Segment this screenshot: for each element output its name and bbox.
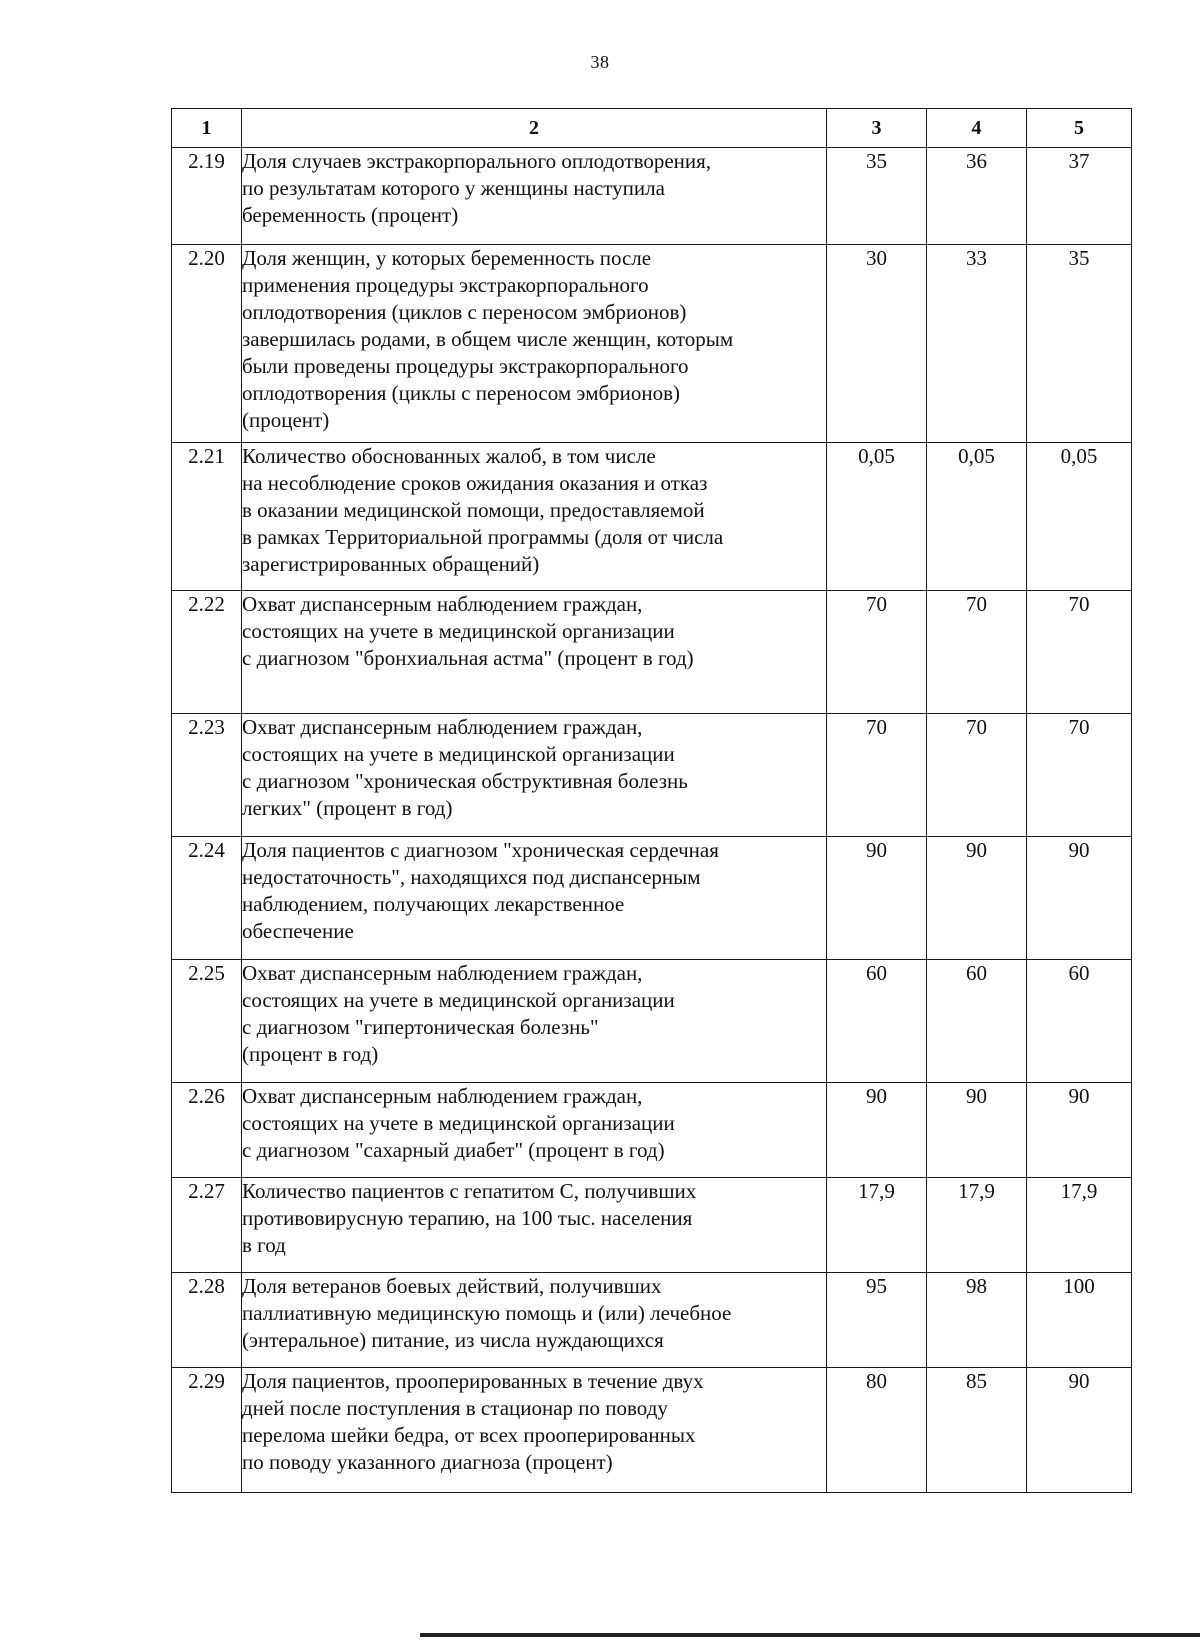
value-col-4: 90	[927, 837, 1027, 960]
description-line: Доля женщин, у которых беременность после	[242, 246, 652, 270]
value-col-3: 0,05	[827, 443, 927, 591]
row-number: 2.27	[172, 1178, 242, 1273]
description-line: противовирусную терапию, на 100 тыс. населения	[242, 1206, 693, 1230]
description-line: состоящих на учете в медицинской организации	[242, 619, 675, 643]
value-col-3: 70	[827, 714, 927, 837]
table-row	[172, 1178, 1132, 1273]
table-row	[172, 1083, 1132, 1178]
row-number: 2.26	[172, 1083, 242, 1178]
description-line: Охват диспансерным наблюдением граждан,	[242, 715, 643, 739]
indicator-description	[242, 148, 827, 245]
description-line: Охват диспансерным наблюдением граждан,	[242, 592, 643, 616]
value-col-3: 80	[827, 1368, 927, 1493]
table-row	[172, 443, 1132, 591]
description-line: Количество обоснованных жалоб, в том числе	[242, 444, 656, 468]
table-header	[172, 109, 1132, 148]
description-line: (энтеральное) питание, из числа нуждающихся	[242, 1328, 664, 1352]
value-col-5: 70	[1027, 714, 1132, 837]
row-number: 2.25	[172, 960, 242, 1083]
description-line: Охват диспансерным наблюдением граждан,	[242, 1084, 643, 1108]
description-line: недостаточность", находящихся под диспансерным	[242, 865, 701, 889]
value-col-5: 90	[1027, 837, 1132, 960]
description-line: завершилась родами, в общем числе женщин, которым	[242, 327, 734, 351]
description-line: с диагнозом "сахарный диабет" (процент в год)	[242, 1138, 665, 1162]
indicator-description	[242, 714, 827, 837]
row-number: 2.19	[172, 148, 242, 245]
indicator-description	[242, 245, 827, 443]
indicator-description	[242, 1368, 827, 1493]
description-line: наблюдением, получающих лекарственное	[242, 892, 625, 916]
value-col-4: 90	[927, 1083, 1027, 1178]
description-line: Охват диспансерным наблюдением граждан,	[242, 961, 643, 985]
table-body	[172, 148, 1132, 1493]
description-line: в оказании медицинской помощи, предоставляемой	[242, 498, 705, 522]
description-line: с диагнозом "бронхиальная астма" (процент в год)	[242, 646, 694, 670]
value-col-5: 100	[1027, 1273, 1132, 1368]
description-line: дней после поступления в стационар по поводу	[242, 1396, 668, 1420]
page-number: 38	[590, 52, 610, 72]
value-col-3: 60	[827, 960, 927, 1083]
value-col-3: 90	[827, 837, 927, 960]
value-col-4: 98	[927, 1273, 1027, 1368]
value-col-4: 85	[927, 1368, 1027, 1493]
description-line: по результатам которого у женщины наступила	[242, 176, 665, 200]
value-col-3: 30	[827, 245, 927, 443]
indicator-description	[242, 837, 827, 960]
row-number: 2.29	[172, 1368, 242, 1493]
table-row	[172, 960, 1132, 1083]
indicators-table	[171, 108, 1132, 1493]
value-col-3: 35	[827, 148, 927, 245]
description-line: беременность (процент)	[242, 203, 459, 227]
description-line: с диагнозом "хроническая обструктивная болезнь	[242, 769, 688, 793]
scan-edge-line	[420, 1633, 1200, 1637]
description-line: Доля случаев экстракорпорального оплодотворения,	[242, 149, 712, 173]
value-col-5: 0,05	[1027, 443, 1132, 591]
description-line: в рамках Территориальной программы (доля от числа	[242, 525, 724, 549]
header-col-1: 1	[172, 109, 242, 148]
indicator-description	[242, 1083, 827, 1178]
table-row	[172, 148, 1132, 245]
description-line: состоящих на учете в медицинской организации	[242, 1111, 675, 1135]
table-row	[172, 837, 1132, 960]
description-line: состоящих на учете в медицинской организации	[242, 988, 675, 1012]
row-number: 2.22	[172, 591, 242, 714]
description-line: в год	[242, 1233, 286, 1257]
value-col-3: 90	[827, 1083, 927, 1178]
table-row	[172, 1368, 1132, 1493]
value-col-4: 17,9	[927, 1178, 1027, 1273]
indicator-description	[242, 591, 827, 714]
indicator-description	[242, 443, 827, 591]
description-line: применения процедуры экстракорпорального	[242, 273, 649, 297]
header-col-4: 4	[927, 109, 1027, 148]
value-col-4: 33	[927, 245, 1027, 443]
value-col-4: 70	[927, 714, 1027, 837]
value-col-5: 70	[1027, 591, 1132, 714]
table-row	[172, 591, 1132, 714]
description-line: были проведены процедуры экстракорпорального	[242, 354, 689, 378]
description-line: Доля пациентов, прооперированных в течение двух	[242, 1369, 704, 1393]
description-line: паллиативную медицинскую помощь и (или) лечебное	[242, 1301, 732, 1325]
value-col-4: 0,05	[927, 443, 1027, 591]
row-number: 2.24	[172, 837, 242, 960]
table-row	[172, 245, 1132, 443]
description-line: Доля пациентов с диагнозом "хроническая сердечная	[242, 838, 719, 862]
description-line: оплодотворения (циклы с переносом эмбрионов)	[242, 381, 681, 405]
row-number: 2.21	[172, 443, 242, 591]
value-col-4: 36	[927, 148, 1027, 245]
description-line: на несоблюдение сроков ожидания оказания и отказ	[242, 471, 708, 495]
header-col-2: 2	[242, 109, 827, 148]
value-col-5: 90	[1027, 1368, 1132, 1493]
row-number: 2.23	[172, 714, 242, 837]
indicator-description	[242, 1178, 827, 1273]
header-col-5: 5	[1027, 109, 1132, 148]
description-line: перелома шейки бедра, от всех прооперированных	[242, 1423, 696, 1447]
header-row	[172, 109, 1132, 148]
value-col-3: 17,9	[827, 1178, 927, 1273]
value-col-3: 95	[827, 1273, 927, 1368]
description-line: Доля ветеранов боевых действий, получивших	[242, 1274, 662, 1298]
row-number: 2.20	[172, 245, 242, 443]
table-row	[172, 1273, 1132, 1368]
value-col-4: 60	[927, 960, 1027, 1083]
description-line: зарегистрированных обращений)	[242, 552, 540, 576]
description-line: Количество пациентов с гепатитом С, получивших	[242, 1179, 697, 1203]
value-col-5: 17,9	[1027, 1178, 1132, 1273]
value-col-5: 60	[1027, 960, 1132, 1083]
value-col-3: 70	[827, 591, 927, 714]
value-col-4: 70	[927, 591, 1027, 714]
header-col-3: 3	[827, 109, 927, 148]
description-line: (процент в год)	[242, 1042, 379, 1066]
indicator-description	[242, 1273, 827, 1368]
table-row	[172, 714, 1132, 837]
value-col-5: 90	[1027, 1083, 1132, 1178]
row-number: 2.28	[172, 1273, 242, 1368]
description-line: с диагнозом "гипертоническая болезнь"	[242, 1015, 599, 1039]
description-line: легких" (процент в год)	[242, 796, 453, 820]
description-line: оплодотворения (циклов с переносом эмбрионов)	[242, 300, 687, 324]
value-col-5: 37	[1027, 148, 1132, 245]
indicator-description	[242, 960, 827, 1083]
description-line: по поводу указанного диагноза (процент)	[242, 1450, 613, 1474]
description-line: состоящих на учете в медицинской организации	[242, 742, 675, 766]
description-line: обеспечение	[242, 919, 354, 943]
description-line: (процент)	[242, 408, 330, 432]
value-col-5: 35	[1027, 245, 1132, 443]
